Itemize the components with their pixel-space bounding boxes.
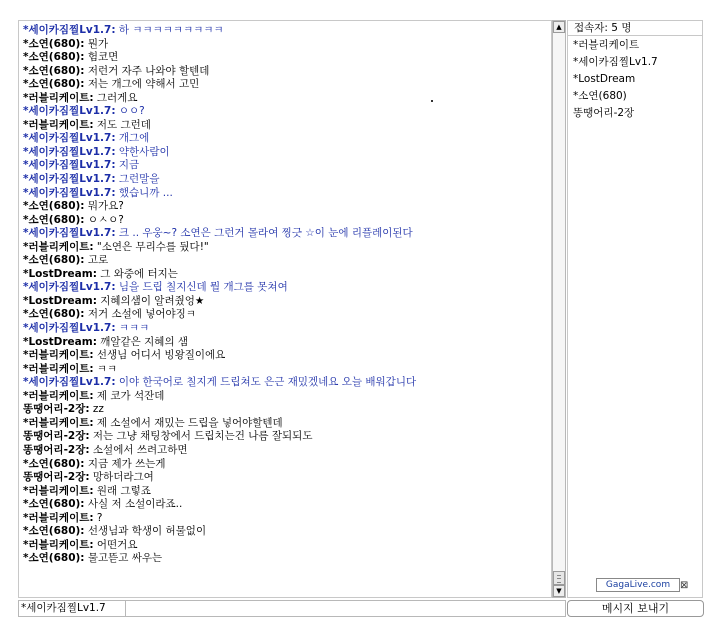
message-nick: *러블리케이트: xyxy=(23,416,94,429)
scroll-up-button[interactable] xyxy=(553,21,565,33)
message-text: 개그에 xyxy=(115,132,150,145)
message-nick: *소연(680): xyxy=(23,552,85,565)
message-text: ? xyxy=(93,511,103,524)
message-text: zz xyxy=(89,403,104,416)
message-text: 제 코가 석잔데 xyxy=(93,389,165,402)
message-nick: *LostDream: xyxy=(23,294,97,307)
chat-log-pane xyxy=(18,20,552,598)
message-nick: *소연(680): xyxy=(23,457,85,470)
gagalive-link[interactable]: GagaLive.com xyxy=(596,578,680,592)
message-text: ㅇㅇ? xyxy=(115,105,145,118)
chat-message xyxy=(23,430,549,444)
chat-message xyxy=(23,268,549,282)
message-nick: *세이카짐찔Lv1.7: xyxy=(23,159,116,172)
message-nick: *소연(680): xyxy=(23,37,85,50)
message-nick: *세이카짐찔Lv1.7: xyxy=(23,24,116,36)
chat-message xyxy=(23,241,549,255)
user-list-item[interactable]: *세이카짐찔Lv1.7 xyxy=(573,56,658,68)
message-text: 이야 한국어로 칠지게 드립쳐도 은근 재밌겠네요 오늘 배워갑니다 xyxy=(115,376,417,389)
message-text: 망하더라그여 xyxy=(89,471,154,484)
chat-message xyxy=(23,525,549,539)
message-nick: 똥땡어리-2장: xyxy=(23,443,90,456)
stray-dot xyxy=(431,100,433,102)
chat-message xyxy=(23,146,549,160)
chat-message xyxy=(23,159,549,173)
message-nick: *러블리케이트: xyxy=(23,240,94,253)
chat-message xyxy=(23,403,549,417)
message-nick: *소연(680): xyxy=(23,51,85,64)
send-message-button[interactable]: 메시지 보내기 xyxy=(567,600,704,617)
message-text: 소설에서 쓰려고하면 xyxy=(89,443,188,456)
chat-message xyxy=(23,485,549,499)
message-text: 어떤거요 xyxy=(93,538,138,551)
chat-message xyxy=(23,390,549,404)
message-text: 하 ㅋㅋㅋㅋㅋㅋㅋㅋㅋ xyxy=(115,24,224,36)
message-text: 선생님과 학생이 허물없이 xyxy=(84,525,207,538)
message-nick: *러블리케이트: xyxy=(23,538,94,551)
message-text: 사실 저 소설이라죠.. xyxy=(84,498,183,511)
chat-message xyxy=(23,471,549,485)
message-text: 저런거 자주 나와야 할텐데 xyxy=(84,64,210,77)
message-nick: *소연(680): xyxy=(23,78,85,91)
chat-message xyxy=(23,363,549,377)
chat-message xyxy=(23,92,549,106)
chat-message xyxy=(23,173,549,187)
message-nick: *LostDream: xyxy=(23,335,97,348)
message-text: 저는 그냥 채팅창에서 드립치는건 나름 잘되되도 xyxy=(89,430,313,443)
message-nick: *러블리케이트: xyxy=(23,91,94,104)
message-text: 지금 xyxy=(115,159,140,172)
arrow-down-icon: ▼ xyxy=(556,587,562,595)
message-nick: *소연(680): xyxy=(23,308,85,321)
chat-message xyxy=(23,552,549,566)
message-nick: *소연(680): xyxy=(23,213,85,226)
chat-message xyxy=(23,132,549,146)
chat-message xyxy=(23,444,549,458)
message-text: "소연은 무리수를 뒀다!" xyxy=(93,240,209,253)
message-text: 저거 소설에 넣어야징ㅋ xyxy=(84,308,196,321)
message-text: 제 소설에서 재밌는 드립을 넣어야할텐데 xyxy=(93,416,283,429)
arrow-up-icon: ▲ xyxy=(556,23,562,31)
user-list xyxy=(568,36,702,122)
chat-message xyxy=(23,308,549,322)
message-text: 그 와중에 터지는 xyxy=(96,267,178,280)
message-text: 고로 xyxy=(84,254,109,267)
chat-scrollbar[interactable] xyxy=(552,20,566,598)
message-text: 지금 제가 쓰는게 xyxy=(84,457,166,470)
message-nick: 똥땡어리-2장: xyxy=(23,430,90,443)
chat-message xyxy=(23,78,549,92)
message-nick: *세이카짐찔Lv1.7: xyxy=(23,105,116,118)
user-list-item[interactable]: *LostDream xyxy=(573,73,636,85)
user-list-pane xyxy=(567,20,703,598)
message-text: 지혜의샘이 알려줬엉★ xyxy=(96,294,205,307)
scroll-thumb[interactable] xyxy=(553,571,565,585)
message-nick: *세이카짐찔Lv1.7: xyxy=(23,322,116,335)
message-text: 험코면 xyxy=(84,51,119,64)
message-text: ㅋㅋ xyxy=(93,362,118,375)
scroll-down-button[interactable] xyxy=(553,585,565,597)
message-nick: *러블리케이트: xyxy=(23,118,94,131)
chat-message xyxy=(23,227,549,241)
message-text: 님을 드립 칠지신데 뭘 개그를 못쳐여 xyxy=(115,281,288,294)
chat-message xyxy=(23,336,549,350)
chat-message xyxy=(23,458,549,472)
chat-message xyxy=(23,539,549,553)
chat-message xyxy=(23,512,549,526)
message-nick: *세이카짐찔Lv1.7: xyxy=(23,145,116,158)
message-nick: 똥땡어리-2장: xyxy=(23,403,90,416)
user-list-item[interactable]: *러블리케이트 xyxy=(573,39,640,51)
popout-icon[interactable]: ⊠ xyxy=(680,580,689,591)
chat-message xyxy=(23,349,549,363)
message-text: 뭔가 xyxy=(84,37,109,50)
message-text: 그러게요 xyxy=(93,91,138,104)
chat-message xyxy=(23,214,549,228)
message-text: 했습니까 ... xyxy=(115,186,173,199)
chat-message-list xyxy=(23,24,549,566)
message-nick: *세이카짐찔Lv1.7: xyxy=(23,173,116,186)
message-nick: *소연(680): xyxy=(23,525,85,538)
message-input-bar[interactable] xyxy=(18,600,566,617)
chat-message xyxy=(23,51,549,65)
message-nick: *러블리케이트: xyxy=(23,389,94,402)
message-text: ㅇㅅㅇ? xyxy=(84,213,124,226)
chat-message xyxy=(23,417,549,431)
message-text: 물고뜯고 싸우는 xyxy=(84,552,163,565)
chat-message xyxy=(23,295,549,309)
chat-message xyxy=(23,105,549,119)
message-text: 그런말을 xyxy=(115,173,160,186)
message-text: 뭐가요? xyxy=(84,200,124,213)
message-nick: 똥땡어리-2장: xyxy=(23,471,90,484)
message-nick: *세이카짐찔Lv1.7: xyxy=(23,227,116,240)
chat-message xyxy=(23,65,549,79)
message-text: 약한사람이 xyxy=(115,145,170,158)
chat-message xyxy=(23,254,549,268)
message-text: 크 .. 우웅~? 소연은 그런거 몰라여 찡긋 ☆이 눈에 리플레이된다 xyxy=(115,227,413,240)
message-nick: *소연(680): xyxy=(23,64,85,77)
message-nick: *소연(680): xyxy=(23,200,85,213)
message-nick: *LostDream: xyxy=(23,267,97,280)
chat-message xyxy=(23,200,549,214)
message-text: 저는 개그에 약해서 고민 xyxy=(84,78,200,91)
nickname-field[interactable]: *세이카짐찔Lv1.7 xyxy=(19,601,126,616)
message-nick: *소연(680): xyxy=(23,254,85,267)
message-nick: *소연(680): xyxy=(23,498,85,511)
chat-message xyxy=(23,38,549,52)
message-text: 깨알같은 지혜의 샘 xyxy=(96,335,189,348)
user-list-item[interactable]: *소연(680) xyxy=(573,90,627,102)
chat-message xyxy=(23,322,549,336)
chat-message xyxy=(23,281,549,295)
chat-message xyxy=(23,376,549,390)
chat-message xyxy=(23,24,549,38)
message-nick: *세이카짐찔Lv1.7: xyxy=(23,132,116,145)
message-nick: *러블리케이트: xyxy=(23,362,94,375)
user-list-item[interactable]: 똥땡어리-2장 xyxy=(573,107,635,119)
message-text: 선생님 어디서 빙왕질이에요 xyxy=(93,349,226,362)
chat-message xyxy=(23,187,549,201)
message-nick: *러블리케이트: xyxy=(23,349,94,362)
message-nick: *세이카짐찔Lv1.7: xyxy=(23,186,116,199)
message-text: ㅋㅋㅋ xyxy=(115,322,150,335)
chat-message xyxy=(23,498,549,512)
message-nick: *세이카짐찔Lv1.7: xyxy=(23,281,116,294)
message-nick: *세이카짐찔Lv1.7: xyxy=(23,376,116,389)
grip-icon xyxy=(557,575,561,583)
message-text: 원래 그렇죠 xyxy=(93,484,151,497)
message-nick: *러블리케이트: xyxy=(23,484,94,497)
message-nick: *러블리케이트: xyxy=(23,511,94,524)
user-count-header: 접속자: 5 명 xyxy=(568,21,702,36)
message-text: 저도 그런데 xyxy=(93,118,151,131)
chat-message xyxy=(23,119,549,133)
